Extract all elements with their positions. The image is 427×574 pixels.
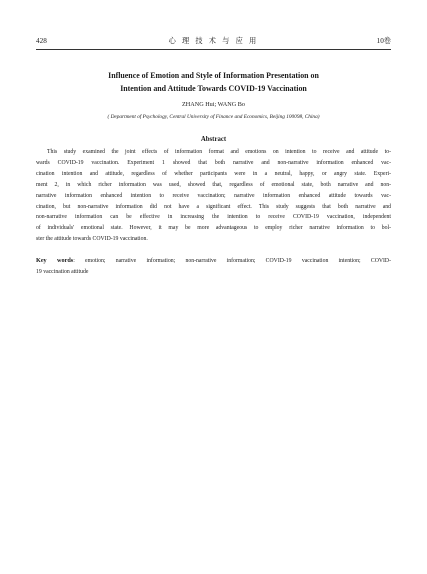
volume-label: 10卷	[376, 37, 391, 45]
abstract-line: cination, but non-narrative information did not have a significant effect. This study suggests that both narrative and	[36, 203, 391, 210]
abstract-heading: Abstract	[200, 136, 227, 143]
author-list: ZHANG Hui; WANG Bo	[182, 101, 245, 108]
keywords-label: Key words	[36, 257, 74, 264]
abstract-body	[36, 147, 391, 245]
keywords-text: : emotion; narrative information; non-narrative information; COVID-19 vaccination intention; COVID-	[73, 258, 392, 264]
abstract-line: cination intention and attitude, regardless of whether participants were in a neutral, happy, or angry state. Experi-	[36, 170, 391, 177]
abstract-line: wards COVID-19 vaccination. Experiment 1 showed that both narrative and non-narrative information enhanced vac-	[36, 159, 391, 166]
abstract-line: narrative information enhanced intention to receive vaccination; narrative information enhanced attitude towards vac-	[36, 192, 391, 199]
keywords-section	[36, 256, 391, 278]
abstract-line: ster the attitude towards COVID-19 vaccination.	[36, 236, 148, 243]
title-line-1: Influence of Emotion and Style of Information Presentation on	[108, 71, 319, 80]
page-number: 428	[36, 37, 47, 45]
author-affiliation: ( Department of Psychology, Central University of Finance and Economics, Beijing 100098, China)	[107, 114, 320, 120]
running-header	[36, 36, 391, 47]
keywords-line	[36, 256, 391, 267]
header-divider	[36, 49, 391, 50]
abstract-line: of individuals' emotional state. However, it may be more advantageous to employ richer narrative information to bol-	[36, 225, 391, 232]
journal-title: 心 理 技 术 与 应 用	[168, 37, 259, 45]
abstract-line: This study examined the joint effects of information format and emotions on intention to receive and attitude to-	[47, 149, 391, 155]
keywords-line-2: 19 vaccination attitude	[36, 268, 89, 275]
article-title	[36, 69, 391, 95]
abstract-line: non-narrative information can be effective in increasing the intention to receive COVID-19 vaccination, independent	[36, 214, 391, 221]
abstract-line: ment 2, in which richer information was used, showed that, regardless of emotional state, both narrative and non-	[36, 181, 391, 188]
title-line-2: Intention and Attitude Towards COVID-19 Vaccination	[120, 84, 307, 93]
